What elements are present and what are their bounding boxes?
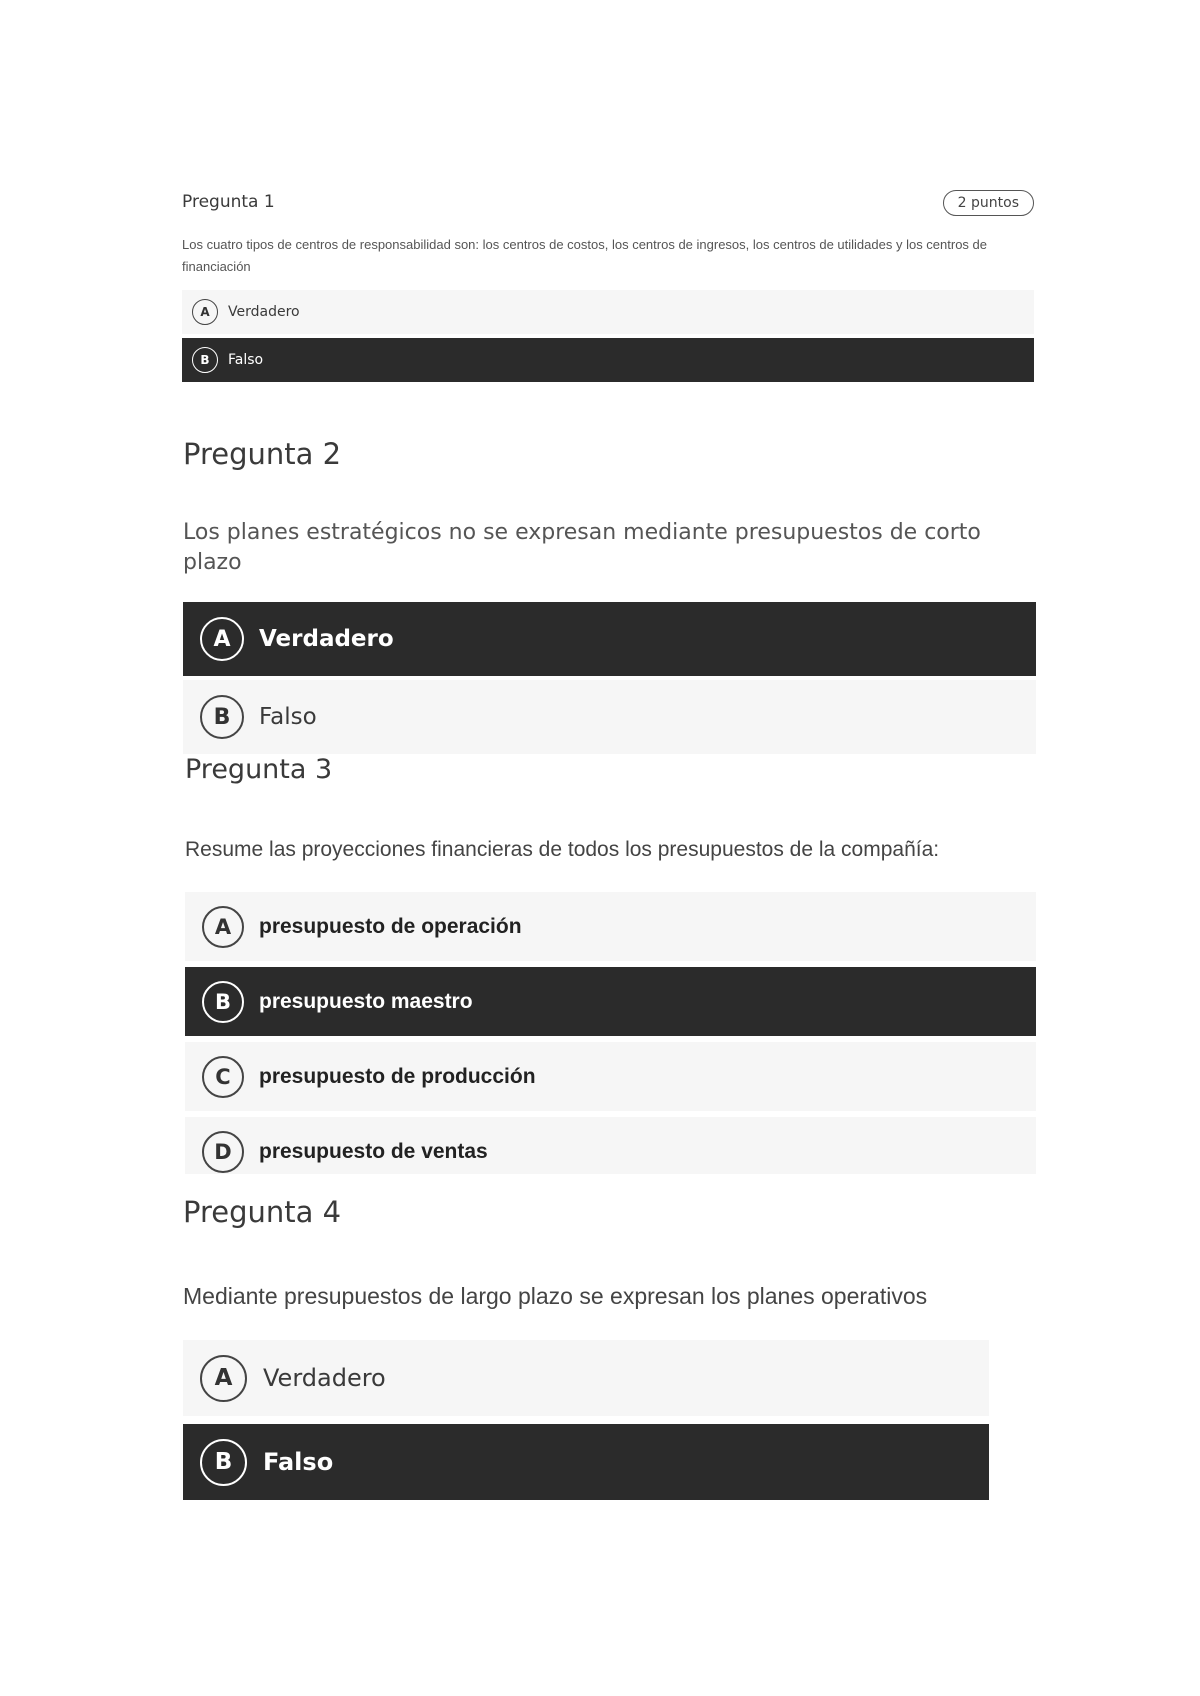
option-b[interactable] — [182, 338, 1034, 382]
question-text: Los planes estratégicos no se expresan mediante presupuestos de corto plazo — [183, 520, 981, 575]
option-label: presupuesto maestro — [259, 989, 473, 1013]
option-c[interactable] — [185, 1042, 1036, 1111]
option-label: Verdadero — [259, 626, 394, 652]
option-letter-circle: A — [200, 617, 244, 661]
points-badge: 2 puntos — [943, 190, 1034, 216]
question-title: Pregunta 3 — [185, 754, 333, 785]
question-2 — [183, 434, 1036, 758]
option-letter-circle: D — [202, 1131, 244, 1173]
question-title: Pregunta 1 — [182, 192, 275, 212]
option-letter-circle: B — [202, 981, 244, 1023]
question-title: Pregunta 2 — [183, 437, 342, 471]
option-label: Falso — [259, 704, 317, 730]
question-text: Los cuatro tipos de centros de responsabilidad son: los centros de costos, los centros de ingresos, los centros de utilidades y los centros de financiación — [182, 237, 988, 274]
answer-options — [183, 1340, 989, 1500]
question-1 — [182, 190, 1034, 386]
option-label: Verdadero — [263, 1364, 386, 1392]
option-letter-circle: B — [200, 1439, 247, 1486]
question-4 — [183, 1192, 989, 1508]
option-letter-circle: A — [200, 1355, 247, 1402]
answer-options — [183, 602, 1036, 754]
option-letter-circle: B — [192, 347, 218, 373]
option-label: presupuesto de ventas — [259, 1139, 488, 1163]
option-letter-circle: A — [192, 299, 218, 325]
option-letter-circle: A — [202, 906, 244, 948]
option-a[interactable] — [182, 290, 1034, 334]
option-label: Falso — [228, 352, 264, 368]
option-b[interactable] — [183, 680, 1036, 754]
question-text: Mediante presupuestos de largo plazo se expresan los planes operativos — [183, 1283, 928, 1309]
option-label: presupuesto de operación — [259, 914, 522, 938]
option-label: Falso — [263, 1448, 334, 1476]
option-a[interactable] — [183, 1340, 989, 1416]
option-a[interactable] — [183, 602, 1036, 676]
option-label: presupuesto de producción — [259, 1064, 536, 1088]
option-letter-circle: C — [202, 1056, 244, 1098]
option-label: Verdadero — [228, 304, 300, 320]
answer-options — [185, 892, 1036, 1174]
option-b[interactable] — [185, 967, 1036, 1036]
option-letter-circle: B — [200, 695, 244, 739]
question-text: Resume las proyecciones financieras de todos los presupuestos de la compañía: — [185, 838, 940, 861]
question-title: Pregunta 4 — [183, 1195, 342, 1229]
option-d[interactable] — [185, 1117, 1036, 1174]
option-b[interactable] — [183, 1424, 989, 1500]
question-3 — [185, 752, 1036, 1174]
answer-options — [182, 290, 1034, 382]
option-a[interactable] — [185, 892, 1036, 961]
